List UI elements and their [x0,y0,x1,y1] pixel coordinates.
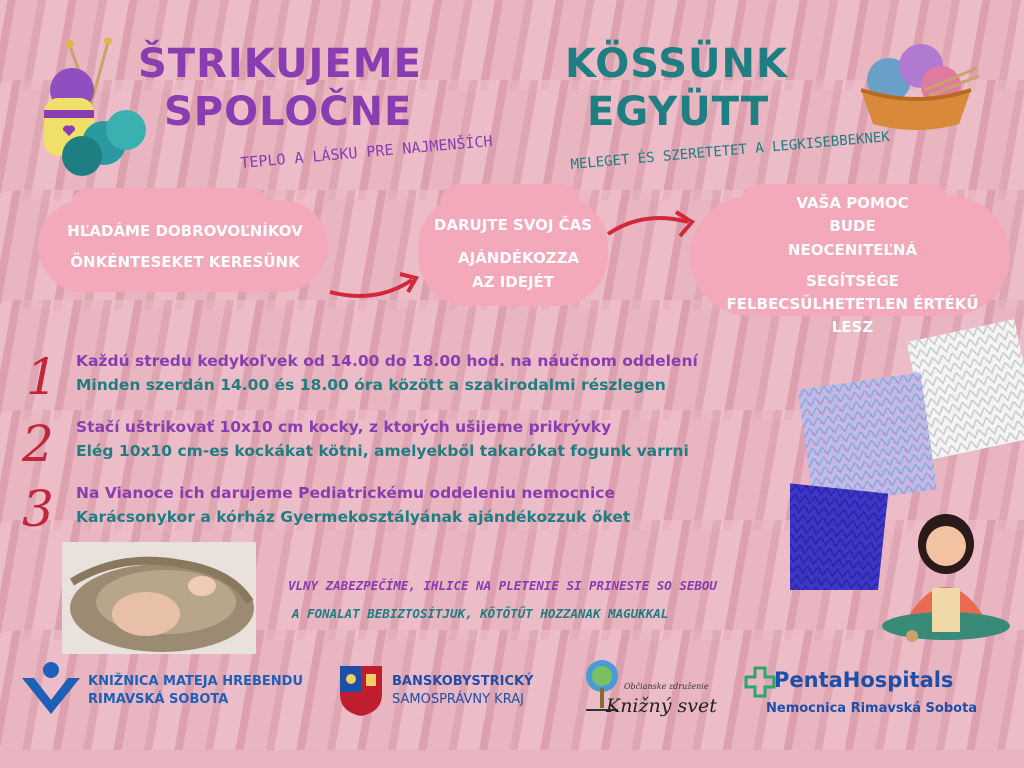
heading-hungarian-line2: EGYÜTT [587,89,770,135]
penta-hospitals-logo: PentaHospitals [774,668,954,692]
bubble-3-slovak: VAŠA POMOC BUDE NEOCENITEĽNÁ [787,194,918,259]
heading-slovak [138,40,422,136]
step-3-hungarian: Karácsonykor a kórház Gyermekosztályának ajándékozzuk őket [76,508,631,526]
association-label: Občianske združenie [624,682,709,691]
bubble-2-text [420,214,606,294]
heading-slovak-line2: SPOLOČNE [164,89,413,135]
bubble-3-hungarian: SEGÍTSÉGE FELBECSÜLHETETLEN ÉRTÉKŰ LESZ [726,271,979,337]
note-hungarian: A FONALAT BEBIZTOSÍTJUK, KÖTŐTŰT HOZZANAK MAGUKKAL [292,606,669,621]
penta-cross-icon [744,666,776,698]
baby-photo [62,542,256,654]
yarn-basket-illustration [855,40,980,140]
bubble-1-text [60,220,310,275]
region-name: BANSKOBYSTRICKÝ SAMOSPRÁVNY KRAJ [392,674,534,707]
step-3-slovak: Na Vianoce ich darujeme Pediatrickému oddeleniu nemocnice [76,484,615,502]
step-2-slovak: Stačí uštrikovať 10x10 cm kocky, z ktorých ušijeme prikrývky [76,418,612,436]
bubble-1-hungarian: ÖNKÉNTESEKET KERESÜNK [70,253,300,272]
penta-hospital-subtitle: Nemocnica Rimavská Sobota [766,701,978,716]
step-1-hungarian: Minden szerdán 14.00 és 18.00 óra között a szakirodalmi részlegen [76,376,666,394]
heading-hungarian [565,40,788,136]
knitting-woman-illustration [876,504,1016,646]
arrow-icon [326,262,426,306]
tagline-slovak: TEPLO A LÁSKU PRE NAJMENŠÍCH [239,132,494,172]
step-number-1: 1 [26,348,58,406]
step-number-2: 2 [22,415,54,473]
heading-hungarian-line1: KÖSSÜNK [565,41,788,87]
step-2-hungarian: Elég 10x10 cm-es kockákat kötni, amelyekből takarókat fogunk varrni [76,442,689,460]
note-slovak: VLNY ZABEZPEČÍME, IHLICE NA PLETENIE SI PRINESTE SO SEBOU [288,578,717,593]
bubble-2-slovak: DARUJTE SVOJ ČAS [433,216,593,234]
library-logo-icon [20,660,82,716]
bubble-1-slovak: HĽADÁME DOBROVOĽNÍKOV [67,222,303,240]
arrow-icon [604,204,700,244]
heading-slovak-line1: ŠTRIKUJEME [138,41,422,87]
step-1-slovak: Každú stredu kedykoľvek od 14.00 do 18.00 hod. na náučnom oddelení [76,352,698,370]
association-name: Knižný svet [606,695,717,717]
bubble-2-hungarian: AJÁNDÉKOZZA AZ IDEJÉT [458,249,580,291]
region-coat-of-arms-icon [338,664,384,718]
yarn-balls-illustration [30,38,150,178]
tagline-hungarian: MELEGET ÉS SZERETETET A LEGKISEBBEKNEK [569,129,891,173]
library-name: KNIŽNICA MATEJA HREBENDU RIMAVSKÁ SOBOTA [88,674,304,707]
step-number-3: 3 [22,480,54,538]
